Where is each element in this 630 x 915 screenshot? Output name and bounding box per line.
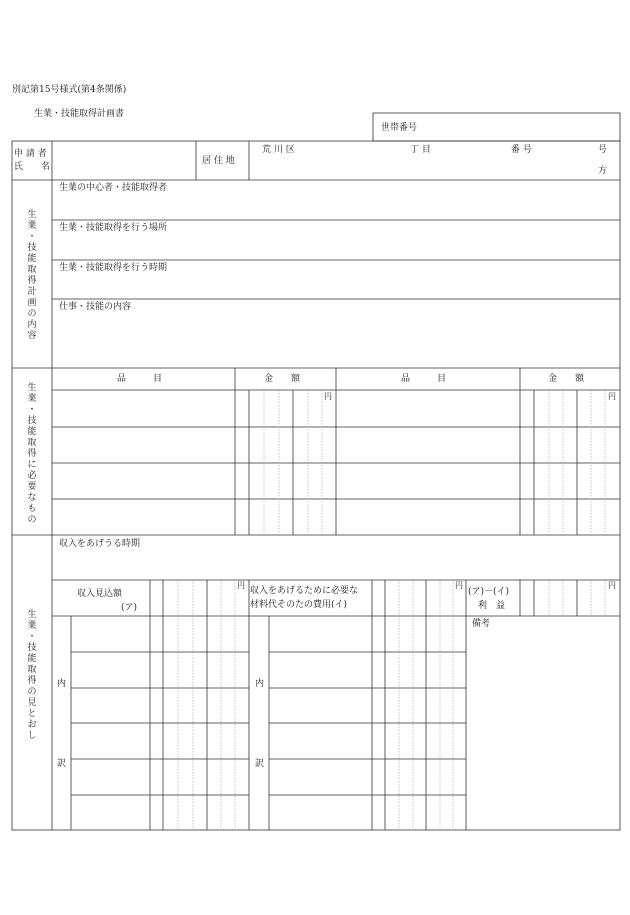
- ward-label: 荒 川 区: [262, 145, 295, 155]
- remarks-field[interactable]: [467, 632, 619, 829]
- household-number-label: 世帯番号: [381, 123, 418, 133]
- chome-label: 丁 目: [410, 145, 431, 155]
- profit-label-2: 利 益: [478, 601, 506, 611]
- cost-label-1: 収入をあげるために必要な: [250, 586, 359, 596]
- cost-label-2: 材料代そのたの費用(イ): [250, 600, 348, 610]
- residence-label: 居 住 地: [202, 156, 235, 166]
- remarks-label: 備考: [472, 619, 491, 629]
- plan-section-label: 生 業 ・ 技 能 取 得 計 画 の 内 容: [27, 210, 37, 341]
- outlook-section-label: 生 業 ・ 技 能 取 得 の 見 と お し: [27, 610, 37, 741]
- applicant-name-label-2: 氏 名: [14, 162, 51, 172]
- plan-place-label: 生業・技能取得を行う場所: [59, 223, 168, 233]
- income-breakdown-label-2: 訳: [57, 759, 67, 769]
- income-breakdown-label-1: 内: [57, 679, 67, 689]
- income-period-label: 収入をあげうる時期: [59, 539, 141, 549]
- cost-breakdown-label-2: 訳: [255, 759, 265, 769]
- applicant-name-label-1: 申 請 者: [14, 149, 47, 159]
- go-label: 号: [598, 145, 608, 155]
- needs-item-header-left: 品 目: [117, 374, 163, 384]
- income-yen: 円: [237, 581, 245, 590]
- document-title: 生業・技能取得計画書: [34, 109, 125, 119]
- needs-yen-right: 円: [608, 392, 616, 401]
- needs-amount-header-left: 金 額: [264, 374, 301, 384]
- form-reference: 別記第15号様式(第4条関係): [12, 85, 127, 95]
- income-estimate-label-1: 収入見込額: [77, 589, 123, 599]
- plan-content-label: 仕事・技能の内容: [59, 302, 132, 312]
- plan-period-label: 生業・技能取得を行う時期: [59, 263, 168, 273]
- needs-amount-header-right: 金 額: [548, 374, 585, 384]
- needs-yen-left: 円: [324, 392, 332, 401]
- profit-yen: 円: [608, 581, 616, 590]
- needs-section-label: 生 業 ・ 技 能 取 得 に 必 要 な も の: [27, 383, 37, 525]
- profit-label-1: (ア)－(イ): [468, 587, 510, 597]
- household-number-field[interactable]: [430, 114, 618, 140]
- cost-yen: 円: [455, 581, 463, 590]
- cost-breakdown-label-1: 内: [255, 679, 265, 689]
- needs-item-header-right: 品 目: [401, 374, 447, 384]
- kata-label: 方: [598, 166, 608, 176]
- income-estimate-label-2: (ア): [121, 603, 138, 613]
- plan-leader-label: 生業の中心者・技能取得者: [59, 183, 168, 193]
- address-field[interactable]: [250, 142, 619, 179]
- banchi-label: 番 号: [511, 145, 532, 155]
- applicant-name-field[interactable]: [53, 142, 195, 179]
